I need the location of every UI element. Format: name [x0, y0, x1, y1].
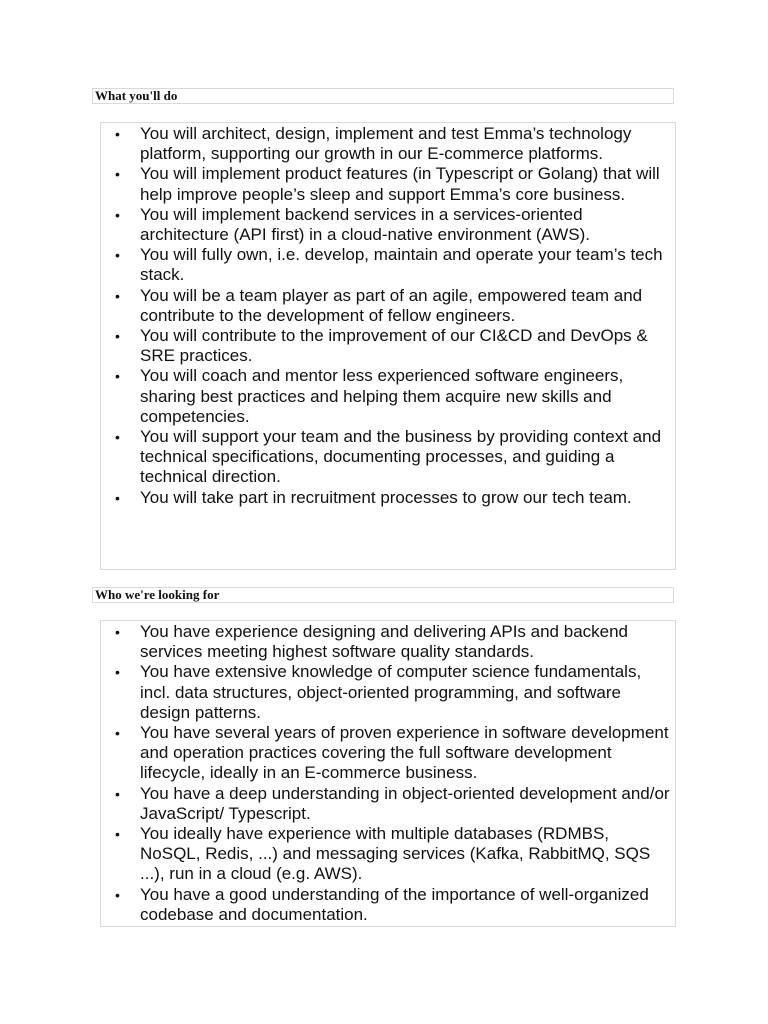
- list-item: • You will coach and mentor less experienced software engineers, sharing best practices and helping them acquire new skills and competencies.: [101, 366, 675, 427]
- list-item: • You will be a team player as part of an agile, empowered team and contribute to the development of fellow engineers.: [101, 286, 675, 326]
- requirements-list-box: [100, 620, 676, 927]
- requirements-list: [101, 622, 675, 925]
- list-item: • You have several years of proven experience in software development and operation practices covering the full software development lifecycle, ideally in an E-commerce business.: [101, 723, 675, 784]
- list-item: • You will architect, design, implement and test Emma’s technology platform, supporting our growth in our E-commerce platforms.: [101, 124, 675, 164]
- section-heading-who-were-looking-for: Who we're looking for: [92, 587, 674, 603]
- list-item: • You will support your team and the business by providing context and technical specifications, documenting processes, and guiding a technical direction.: [101, 427, 675, 488]
- list-item: • You ideally have experience with multiple databases (RDMBS, NoSQL, Redis, ...) and messaging services (Kafka, RabbitMQ, SQS ...), run in a cloud (e.g. AWS).: [101, 824, 675, 885]
- list-item: • You will contribute to the improvement of our CI&CD and DevOps & SRE practices.: [101, 326, 675, 366]
- list-item: • You will take part in recruitment processes to grow our tech team.: [101, 488, 675, 508]
- list-item: • You will implement backend services in a services-oriented architecture (API first) in a cloud-native environment (AWS).: [101, 205, 675, 245]
- list-item: • You have experience designing and delivering APIs and backend services meeting highest software quality standards.: [101, 622, 675, 662]
- responsibilities-list: [101, 124, 675, 508]
- list-item: • You have extensive knowledge of computer science fundamentals, incl. data structures, object-oriented programming, and software design patterns.: [101, 662, 675, 723]
- list-item: • You will fully own, i.e. develop, maintain and operate your team’s tech stack.: [101, 245, 675, 285]
- section-heading-what-youll-do: What you'll do: [92, 88, 674, 104]
- list-item: • You have a good understanding of the importance of well-organized codebase and documentation.: [101, 885, 675, 925]
- list-item: • You have a deep understanding in object-oriented development and/or JavaScript/ Typescript.: [101, 784, 675, 824]
- responsibilities-list-box: [100, 122, 676, 570]
- list-item: • You will implement product features (in Typescript or Golang) that will help improve people’s sleep and support Emma’s core business.: [101, 164, 675, 204]
